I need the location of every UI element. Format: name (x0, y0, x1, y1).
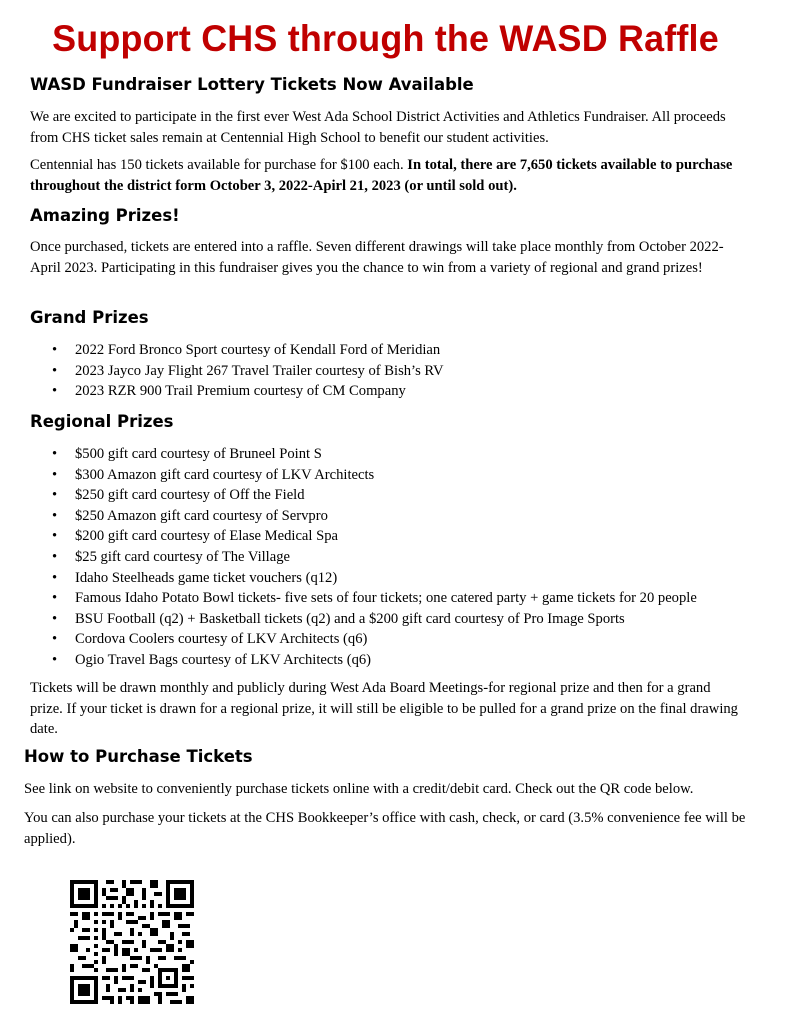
section-heading-grand-prizes: Grand Prizes (30, 308, 149, 327)
prizes-paragraph: Once purchased, tickets are entered into a raffle. Seven different drawings will take place monthly from October 2022- April 2023. Participating in this fundraiser gives you the chance to win from a variety of regional and grand prizes! (30, 239, 724, 276)
bullet-icon: • (52, 590, 58, 607)
page-title: Support CHS through the WASD Raffle (52, 18, 719, 59)
regional-prizes-list (30, 444, 770, 671)
list-item: • 2023 Jayco Jay Flight 267 Travel Trailer courtesy of Bish’s RV (30, 361, 750, 382)
list-item: • $250 gift card courtesy of Off the Field (30, 485, 770, 506)
bullet-icon: • (52, 342, 58, 358)
grand-prizes-list (30, 340, 750, 402)
bullet-icon: • (52, 610, 58, 627)
list-item: • $200 gift card courtesy of Elase Medical Spa (30, 526, 770, 547)
section-heading-lottery: WASD Fundraiser Lottery Tickets Now Available (30, 75, 474, 94)
bullet-icon: • (52, 548, 58, 565)
list-item: • 2022 Ford Bronco Sport courtesy of Kendall Ford of Meridian (30, 340, 750, 361)
bullet-icon: • (52, 487, 58, 504)
bullet-icon: • (52, 631, 58, 648)
list-item: • BSU Football (q2) + Basketball tickets (q2) and a $200 gift card courtesy of Pro Image Sports (30, 609, 770, 630)
bullet-icon: • (52, 569, 58, 586)
list-item: • 2023 RZR 900 Trail Premium courtesy of CM Company (30, 381, 750, 402)
ticket-total-text: In total, there are 7,650 tickets available to purchase throughout the district form October 3, 2022-Apirl 21, 2023 (or until sold out). (30, 157, 733, 194)
list-item: • $25 gift card courtesy of The Village (30, 547, 770, 568)
list-item: • Cordova Coolers courtesy of LKV Architects (q6) (30, 629, 770, 650)
list-item: • Famous Idaho Potato Bowl tickets- five sets of four tickets; one catered party + game tickets for 20 people (30, 588, 770, 609)
qr-code-icon[interactable] (69, 880, 195, 1004)
intro-paragraph: We are excited to participate in the first ever West Ada School District Activities and Athletics Fundraiser. All proceeds from CHS ticket sales remain at Centennial High School to benefit our student activities. (30, 109, 726, 146)
list-item: • Ogio Travel Bags courtesy of LKV Architects (q6) (30, 650, 770, 671)
bullet-icon: • (52, 466, 58, 483)
drawing-paragraph: Tickets will be drawn monthly and publicly during West Ada Board Meetings-for regional prize and then for a grand prize. If your ticket is drawn for a regional prize, it will still be eligible to be pulled for a grand prize on the final drawing date. (30, 680, 738, 737)
online-purchase-paragraph: See link on website to conveniently purchase tickets online with a credit/debit card. Check out the QR code below. (24, 781, 694, 797)
section-heading-amazing-prizes: Amazing Prizes! (30, 206, 180, 225)
list-item: • $500 gift card courtesy of Bruneel Point S (30, 444, 770, 465)
bullet-icon: • (52, 651, 58, 668)
bullet-icon: • (52, 383, 58, 400)
ticket-availability-paragraph (30, 155, 742, 196)
bullet-icon: • (52, 528, 58, 545)
list-item: • $250 Amazon gift card courtesy of Servpro (30, 506, 770, 527)
bullet-icon: • (52, 446, 58, 462)
section-heading-how-to-purchase: How to Purchase Tickets (24, 747, 253, 766)
list-item: • Idaho Steelheads game ticket vouchers (q12) (30, 568, 770, 589)
section-heading-regional-prizes: Regional Prizes (30, 412, 174, 431)
bullet-icon: • (52, 362, 58, 379)
list-item: • $300 Amazon gift card courtesy of LKV Architects (30, 465, 770, 486)
bullet-icon: • (52, 507, 58, 524)
office-purchase-paragraph: You can also purchase your tickets at the CHS Bookkeeper’s office with cash, check, or card (3.5% convenience fee will be applied). (24, 810, 746, 847)
ticket-count-text: Centennial has 150 tickets available for purchase for $100 each. (30, 157, 408, 173)
